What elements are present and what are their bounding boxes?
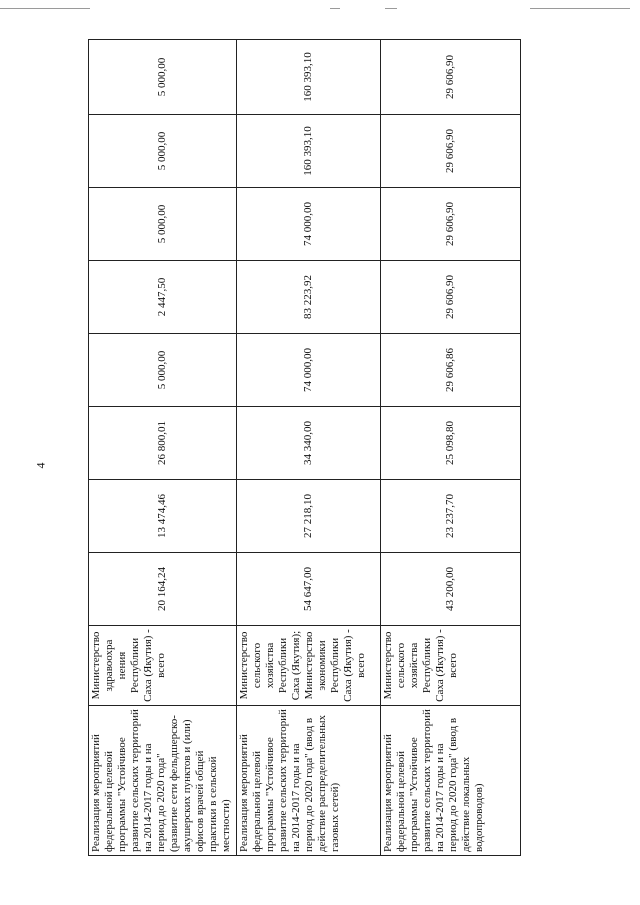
measure-description: Реализация мероприятий федеральной целевой программы "Устойчивое развитие сельских территорий на 2014-2017 годы и на период до 2020 года" (ввод в действие локальных водопроводов) <box>381 706 521 856</box>
value-cell: 2 447,50 <box>89 261 237 334</box>
scan-mark <box>330 8 340 9</box>
scan-mark <box>0 8 90 9</box>
value-cell: 29 606,90 <box>381 261 521 334</box>
scan-mark <box>385 8 397 9</box>
value-cell: 23 237,70 <box>381 480 521 553</box>
value-cell: 74 000,00 <box>237 188 381 261</box>
responsible-executor: Министерство сельского хозяйства Республики Саха (Якутия); Министерство экономики Республики Саха (Якутия) - всего <box>237 626 381 706</box>
measure-description: Реализация мероприятий федеральной целевой программы "Устойчивое развитие сельских территорий на 2014-2017 годы и на период до 2020 года" (ввод в действие распределительных газовых сетей) <box>237 706 381 856</box>
value-cell: 160 393,10 <box>237 115 381 188</box>
value-cell: 83 223,92 <box>237 261 381 334</box>
value-cell: 13 474,46 <box>89 480 237 553</box>
value-cell: 160 393,10 <box>237 40 381 115</box>
value-cell: 29 606,90 <box>381 188 521 261</box>
value-cell: 5 000,00 <box>89 115 237 188</box>
value-cell: 20 164,24 <box>89 553 237 626</box>
value-cell: 5 000,00 <box>89 188 237 261</box>
value-cell: 29 606,90 <box>381 40 521 115</box>
value-cell: 5 000,00 <box>89 40 237 115</box>
responsible-executor: Министерство сельского хозяйства Республики Саха (Якутия) - всего <box>381 626 521 706</box>
measure-description: Реализация мероприятий федеральной целевой программы "Устойчивое развитие сельских территорий на 2014-2017 годы и на период до 2020 года" (развитие сети фельдшерско-акушерских пунктов и (или) офисов врачей общей практики в сельской местности) <box>89 706 237 856</box>
rotated-table-frame <box>88 40 520 856</box>
value-cell: 29 606,86 <box>381 334 521 407</box>
value-cell: 29 606,90 <box>381 115 521 188</box>
value-cell: 25 098,80 <box>381 407 521 480</box>
value-cell: 26 800,01 <box>89 407 237 480</box>
table-row <box>381 40 521 856</box>
page-number: 4 <box>33 462 48 469</box>
value-cell: 5 000,00 <box>89 334 237 407</box>
value-cell: 43 200,00 <box>381 553 521 626</box>
program-funding-table <box>88 39 521 856</box>
table-row <box>237 40 381 856</box>
value-cell: 74 000,00 <box>237 334 381 407</box>
scan-mark <box>530 8 630 9</box>
table-row <box>89 40 237 856</box>
value-cell: 34 340,00 <box>237 407 381 480</box>
value-cell: 27 218,10 <box>237 480 381 553</box>
value-cell: 54 647,00 <box>237 553 381 626</box>
responsible-executor: Министерство здравоохра нения Республики Саха (Якутия) - всего <box>89 626 237 706</box>
